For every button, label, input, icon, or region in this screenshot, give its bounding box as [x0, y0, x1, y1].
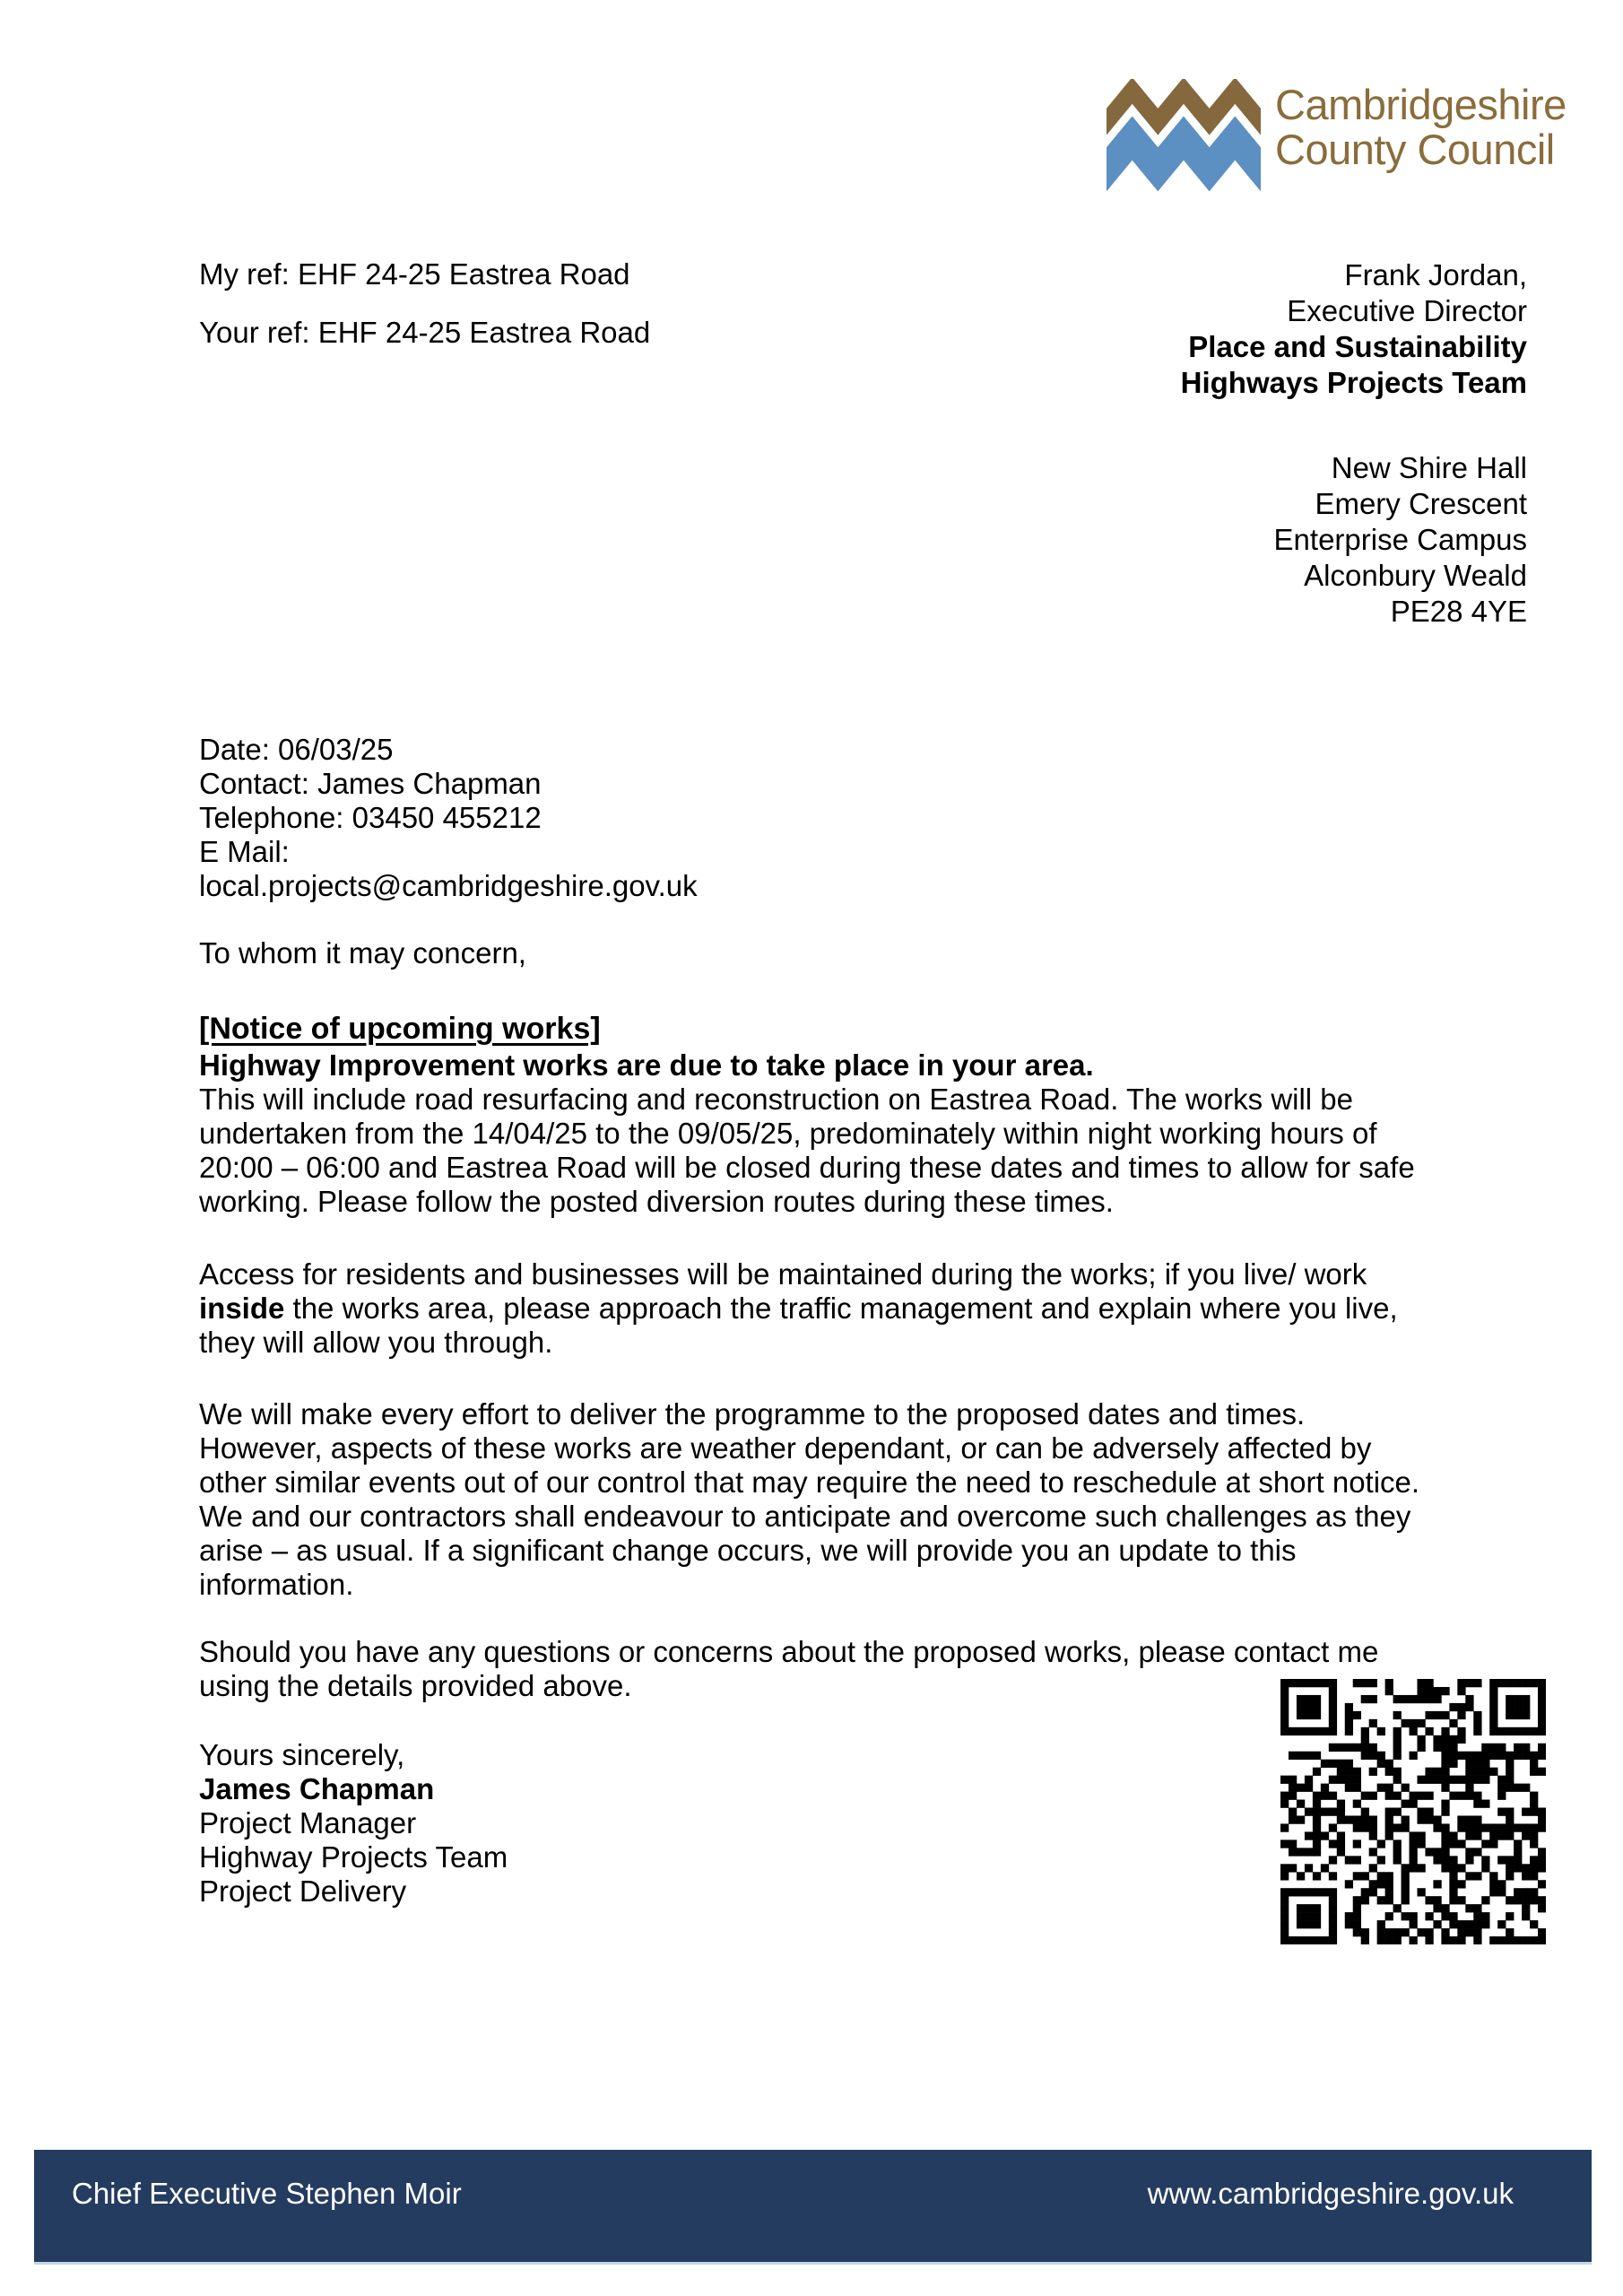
my-ref: My ref: EHF 24-25 Eastrea Road: [199, 257, 630, 291]
council-name-line1: Cambridgeshire: [1275, 81, 1567, 128]
signature-name: James Chapman: [199, 1772, 435, 1805]
address-postcode: PE28 4YE: [1390, 595, 1527, 628]
council-logo: [1107, 79, 1567, 193]
body-line: Access for residents and businesses will be maintained during the works; if you live/ work: [199, 1257, 1367, 1291]
body-line: We will make every effort to deliver the programme to the proposed dates and times.: [199, 1397, 1306, 1431]
body-line: [199, 1292, 1462, 1326]
address-line: Alconbury Weald: [1304, 559, 1527, 592]
inside-emphasis: inside: [199, 1292, 285, 1325]
body-line: This will include road resurfacing and reconstruction on Eastrea Road. The works will be: [199, 1083, 1354, 1116]
address-spacer: [1181, 401, 1527, 450]
address-line: Emery Crescent: [1315, 487, 1527, 520]
body-line: arise – as usual. If a significant change occurs, we will provide you an update to this: [199, 1534, 1297, 1567]
body-line: We and our contractors shall endeavour to anticipate and overcome such challenges as they: [199, 1500, 1411, 1533]
paragraph-works-details: [199, 1083, 1462, 1219]
council-logo-wordmark: [1275, 83, 1567, 172]
recipient-team: Highways Projects Team: [1180, 366, 1527, 399]
salutation: To whom it may concern,: [199, 936, 526, 970]
body-line: working. Please follow the posted diversion routes during these times.: [199, 1185, 1114, 1218]
recipient-directorate: Place and Sustainability: [1188, 330, 1527, 363]
address-line: New Shire Hall: [1331, 451, 1527, 484]
footer-chief-executive: Chief Executive Stephen Moir: [72, 2176, 462, 2210]
notice-subtitle: Highway Improvement works are due to take place in your area.: [199, 1048, 1094, 1082]
body-line: using the details provided above.: [199, 1669, 632, 1702]
signature-role: Project Manager: [199, 1806, 417, 1839]
body-line: However, aspects of these works are weather dependant, or can be adversely affected by: [199, 1431, 1372, 1465]
telephone-line: Telephone: 03450 455212: [199, 801, 542, 834]
signature-team: Highway Projects Team: [199, 1840, 508, 1874]
signature-block: [199, 1738, 1462, 1909]
email-label: E Mail:: [199, 835, 290, 868]
body-line-rest: the works area, please approach the traffic management and explain where you live,: [284, 1292, 1398, 1325]
email-address: local.projects@cambridgeshire.gov.uk: [199, 869, 698, 902]
qr-code: [1280, 1679, 1546, 1944]
contact-details-block: [199, 733, 698, 903]
body-line: 20:00 – 06:00 and Eastrea Road will be closed during these dates and times to allow for safe: [199, 1151, 1415, 1184]
paragraph-access: [199, 1257, 1462, 1360]
recipient-name: Frank Jordan,: [1344, 258, 1527, 291]
signature-closing: Yours sincerely,: [199, 1738, 405, 1771]
body-line: Should you have any questions or concerns about the proposed works, please contact me: [199, 1635, 1379, 1668]
paragraph-questions: [199, 1635, 1462, 1703]
address-line: Enterprise Campus: [1273, 523, 1527, 556]
notice-title: [Notice of upcoming works]: [199, 1012, 601, 1046]
reference-block: [199, 257, 650, 374]
body-line: information.: [199, 1568, 354, 1601]
letter-body: [199, 1009, 1462, 1909]
footer-bar: [34, 2150, 1592, 2265]
body-line: they will allow you through.: [199, 1326, 553, 1359]
body-line: other similar events out of our control that may require the need to reschedule at short notice.: [199, 1465, 1420, 1499]
paragraph-schedule: [199, 1397, 1462, 1602]
zigzag-logo-icon: [1107, 79, 1261, 193]
body-line: undertaken from the 14/04/25 to the 09/05/25, predominately within night working hours of: [199, 1117, 1377, 1150]
date-line: Date: 06/03/25: [199, 733, 394, 766]
recipient-block: [1181, 257, 1527, 630]
contact-line: Contact: James Chapman: [199, 767, 542, 800]
recipient-title: Executive Director: [1287, 294, 1527, 327]
your-ref: Your ref: EHF 24-25 Eastrea Road: [199, 316, 651, 349]
council-name-line2: County Council: [1275, 126, 1555, 173]
footer-website: www.cambridgeshire.gov.uk: [1147, 2176, 1514, 2210]
signature-unit: Project Delivery: [199, 1874, 407, 1908]
